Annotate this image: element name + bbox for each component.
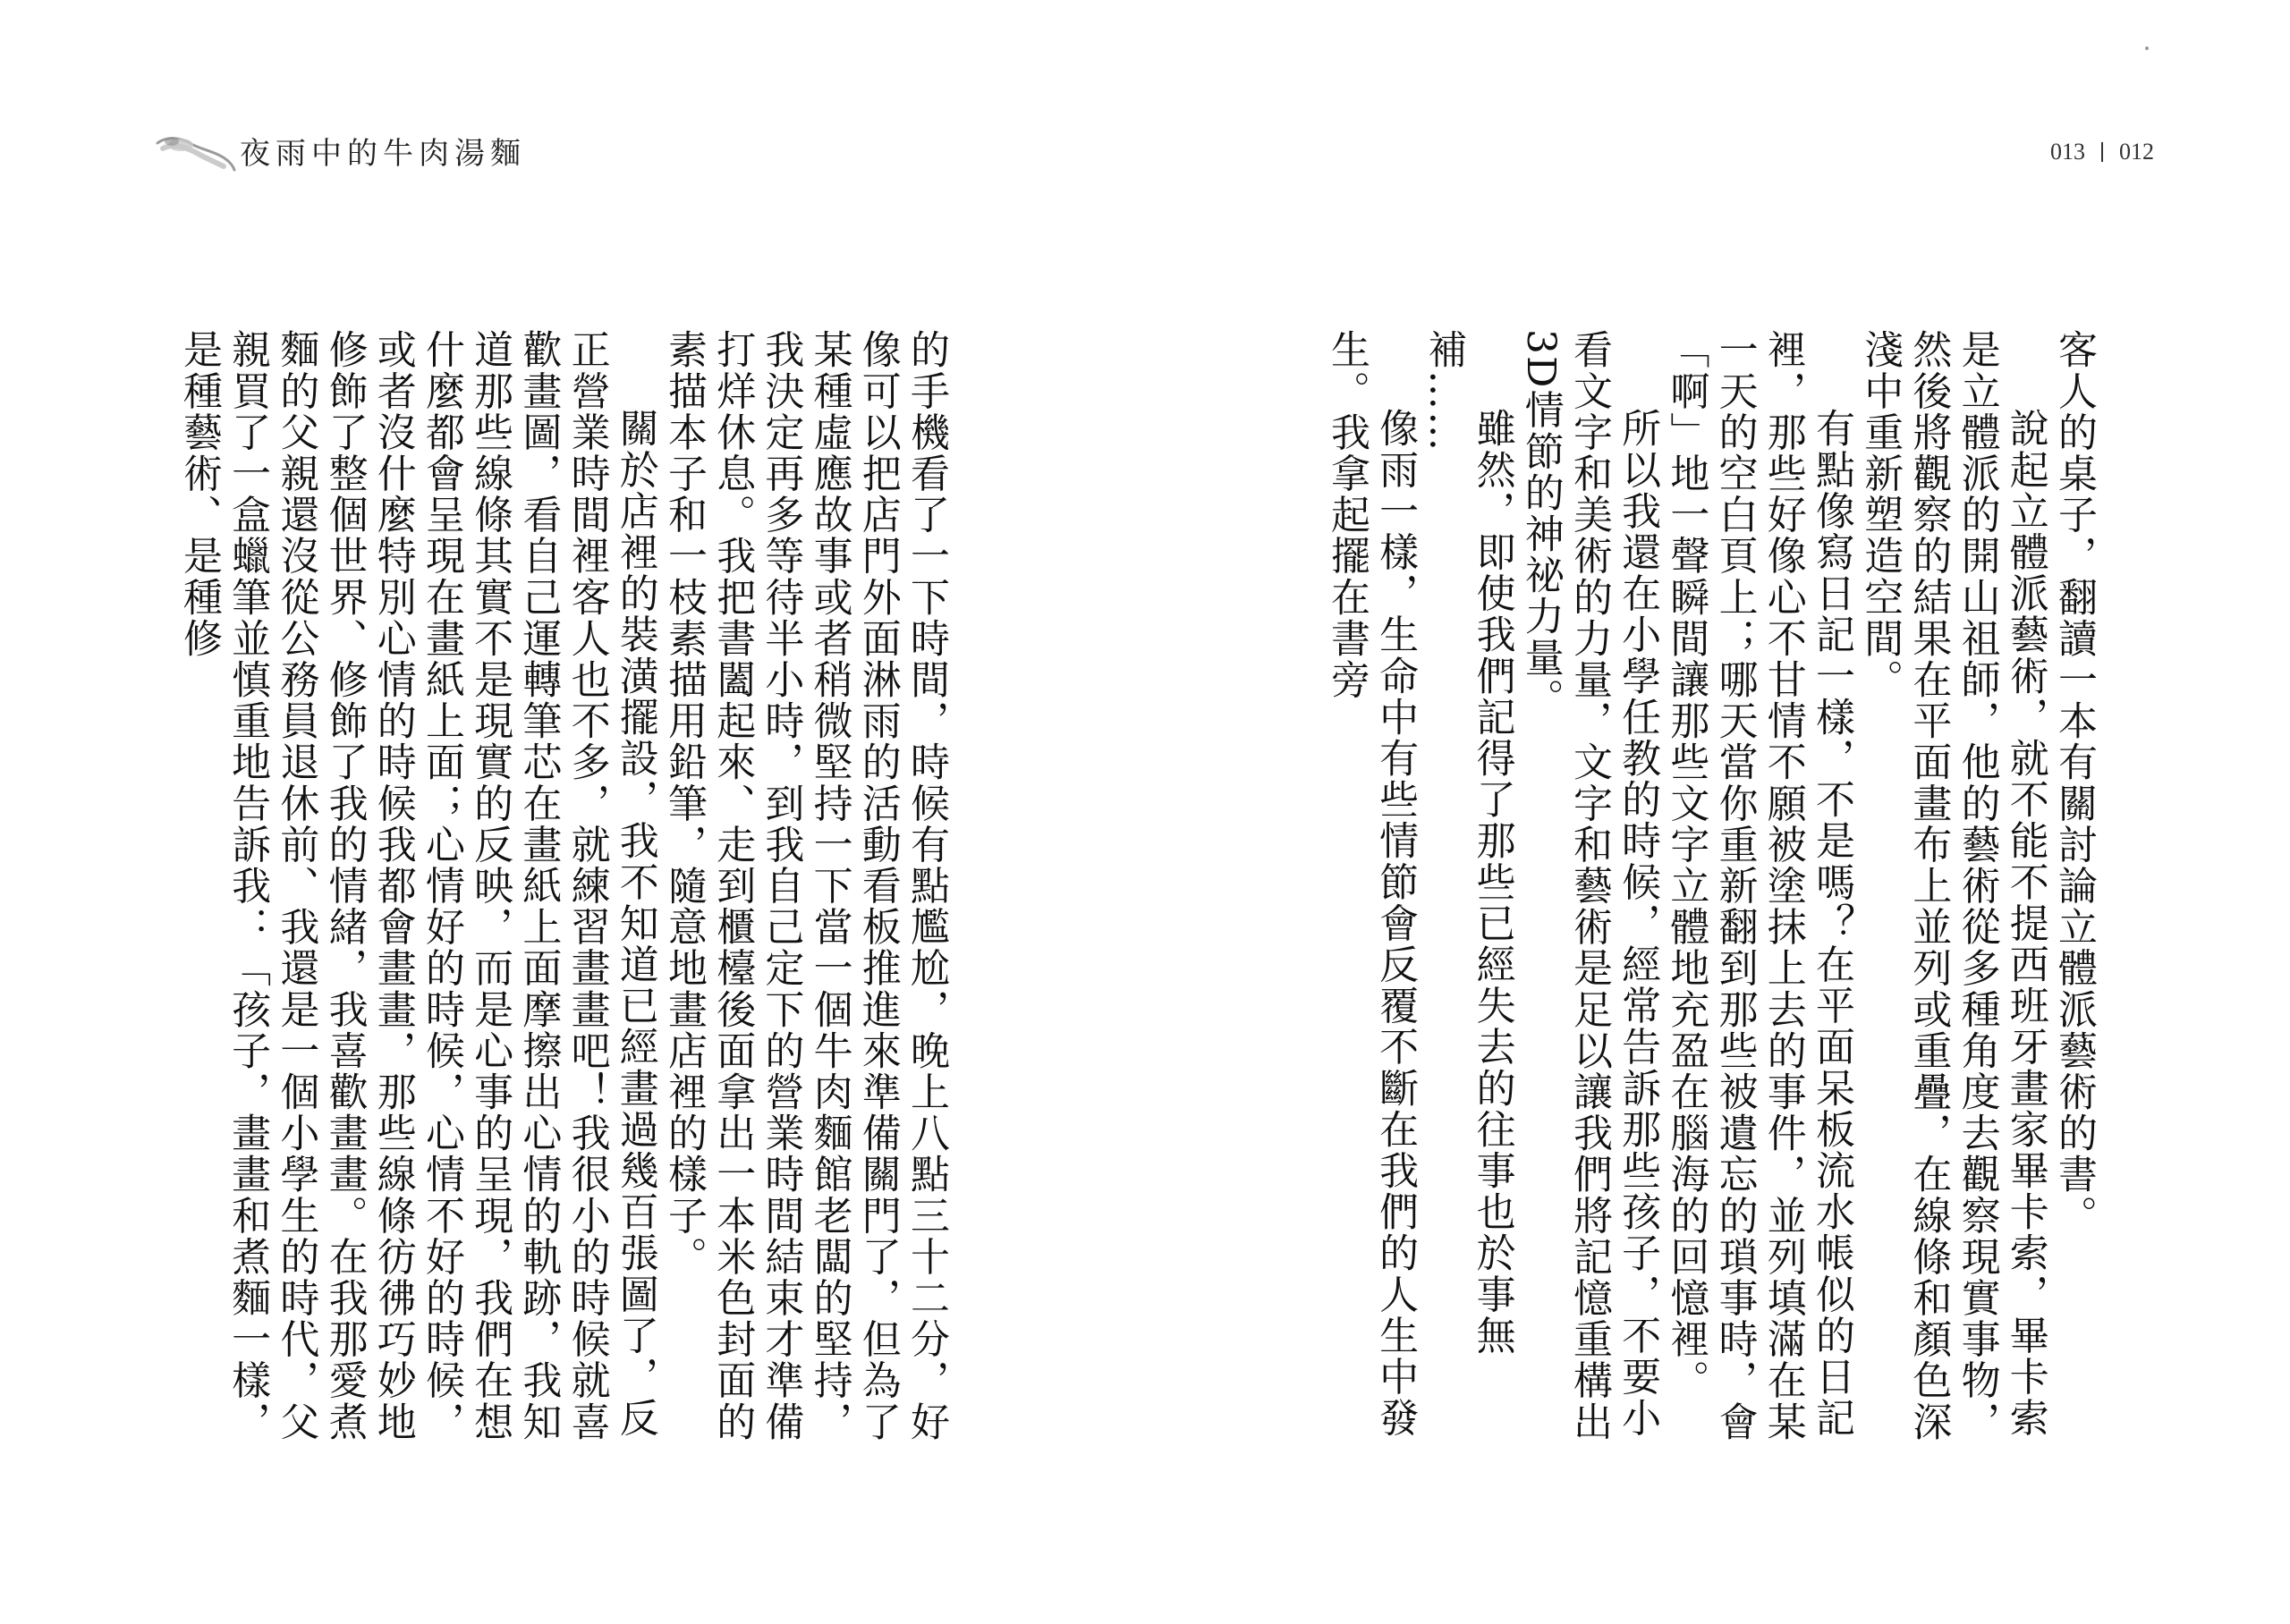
brush-stroke-icon <box>154 131 236 177</box>
scan-speck <box>2145 47 2149 50</box>
page-number-right: 013 <box>2050 139 2085 165</box>
paragraph: 關於店裡的裝潢擺設，我不知道已經畫過幾百張圖了，反正營業時間裡客人也不多，就練習畫畫吧！我很小的時候就喜歡畫圖，看自己運轉筆芯在畫紙上面摩擦出心情的軌跡，我知道那些線條其實不是現實的反映，而是心事的呈現，我們在想什麼都會呈現在畫紙上面；心情好的時候，心情不好的時候，或者沒什麼特別心情的時候我都會畫畫，那些線條彷彿巧妙地修飾了整個世界、修飾了我的情緒，我喜歡畫畫。在我那愛煮麵的父親還沒從公務員退休前、我還是一個小學生的時代，父親買了一盒蠟筆並慎重地告訴我：「孩子，畫畫和煮麵一樣，是種藝術、是種修 <box>175 329 658 1442</box>
page-numbers <box>2050 136 2154 168</box>
paragraph: 有點像寫日記一樣，不是嗎？在平面呆板流水帳似的日記裡，那些好像心不甘情不願被塗抹上去的事件，並列填滿在某一天的空白頁上；哪天當你重新翻到那些被遺忘的瑣事時，會「啊」地一聲瞬間讓那些文字立體地充盈在腦海的回憶裡。 <box>1663 329 1854 1442</box>
paragraph: 像雨一樣，生命中有些情節會反覆不斷在我們的人生中發生。我拿起擺在書旁 <box>1323 329 1419 1439</box>
paragraph: 的手機看了一下時間，時候有點尷尬，晚上八點三十二分，好像可以把店門外面淋雨的活動看板推進來準備關門了，但為了某種虛應故事或者稍微堅持一下當一個牛肉麵館老闆的堅持，我決定再多等待半小時，到我自己定下的營業時間結束才準備打烊休息。我把書闔起來、走到櫃檯後面拿出一本米色封面的素描本子和一枝素描用鉛筆，隨意地畫店裡的樣子。 <box>660 329 949 1442</box>
left-page-text <box>175 329 950 1465</box>
running-header-title: 夜雨中的牛肉湯麵 <box>240 136 526 172</box>
page-number-left: 012 <box>2119 139 2154 165</box>
paragraph: 雖然，即使我們記得了那些已經失去的往事也於事無補…… <box>1421 329 1515 1357</box>
right-page-text <box>1319 329 2098 1465</box>
paragraph: 說起立體派藝術，就不能不提西班牙畫家畢卡索，畢卡索是立體派的開山祖師，他的藝術從多種角度去觀察現實事物，然後將觀察的結果在平面畫布上並列或重疊，在線條和顏色深淺中重新塑造空間。 <box>1857 329 2048 1442</box>
page-number-divider <box>2101 142 2103 162</box>
paragraph: 所以我還在小學任教的時候，經常告訴那些孩子，不要小看文字和美術的力量，文字和藝術是足以讓我們將記憶重構出3D情節的神祕力量。 <box>1517 329 1661 1442</box>
paragraph: 客人的桌子，翻讀一本有關討論立體派藝術的書。 <box>2051 329 2097 1237</box>
